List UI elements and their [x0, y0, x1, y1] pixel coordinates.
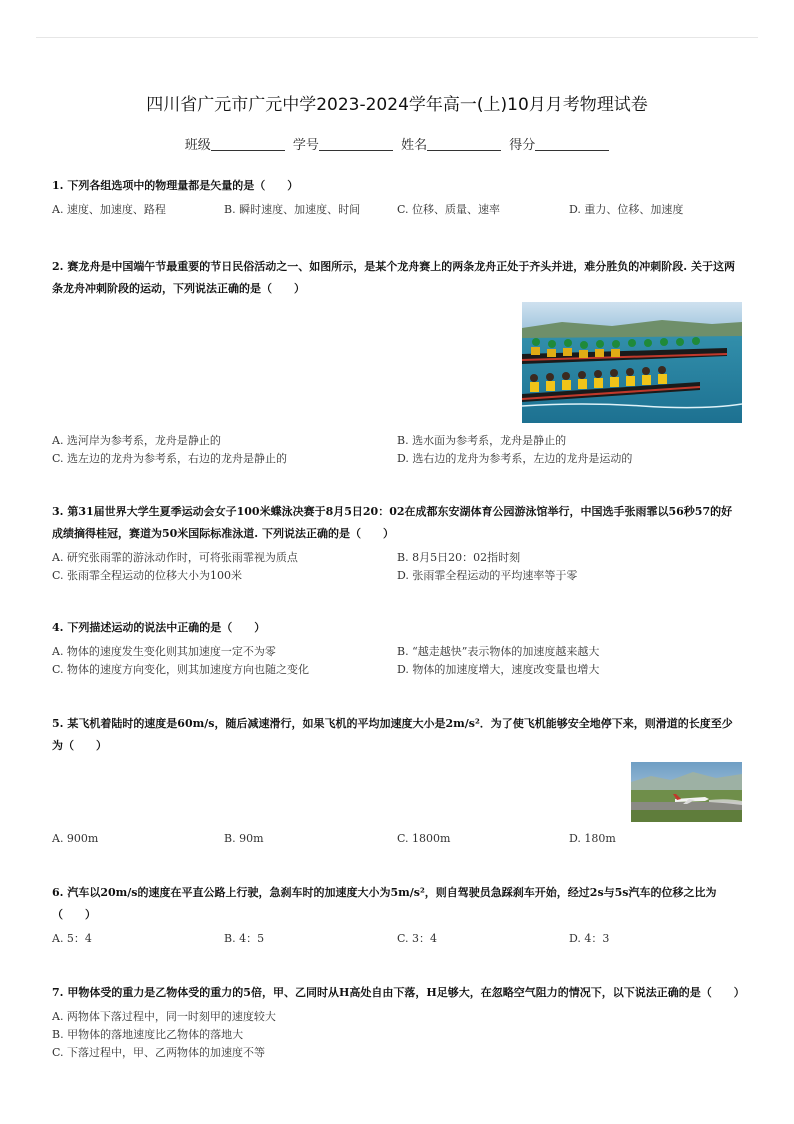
option-d: D. 4：3	[569, 932, 610, 945]
student-id-blank[interactable]	[319, 150, 393, 151]
option-row	[52, 643, 742, 661]
question-stem: 6. 汽车以20m/s的速度在平直公路上行驶，急刹车时的加速度大小为5m/s²，则自驾驶员急踩刹车开始，经过2s与5s汽车的位移之比为（ ）	[52, 886, 717, 921]
class-blank[interactable]	[211, 150, 285, 151]
header-rule	[36, 37, 758, 38]
option-list	[52, 1008, 742, 1062]
student-info-line	[0, 134, 794, 153]
option-b: B. 90m	[224, 832, 264, 845]
class-label: 班级	[184, 138, 211, 153]
option-a: A. 研究张雨霏的游泳动作时，可将张雨霏视为质点	[52, 551, 298, 564]
question-stem: 7. 甲物体受的重力是乙物体受的重力的5倍，甲、乙同时从H高处自由下落，H足够大，在忽略空气阻力的情况下，以下说法正确的是（ ）	[52, 986, 745, 999]
question-2-options	[52, 432, 742, 468]
option-c: C. 物体的速度方向变化，则其加速度方向也随之变化	[52, 663, 310, 676]
name-label: 姓名	[401, 138, 428, 153]
option-row	[52, 432, 742, 450]
option-a: A. 900m	[52, 832, 99, 845]
option-c: C. 选左边的龙舟为参考系，右边的龙舟是静止的	[52, 452, 288, 465]
question-2	[52, 256, 742, 300]
option-row	[52, 832, 742, 848]
option-grid	[52, 643, 742, 679]
dragon-boat-race-image	[522, 302, 742, 423]
option-row	[52, 450, 742, 468]
option-d: D. 180m	[569, 832, 616, 845]
question-stem: 1. 下列各组选项中的物理量都是矢量的是（ ）	[52, 179, 299, 192]
option-row	[52, 549, 742, 567]
option-row	[52, 567, 742, 585]
option-a: A. 速度、加速度、路程	[52, 203, 166, 216]
question-7	[52, 982, 745, 1062]
score-label: 得分	[509, 138, 536, 153]
option-row	[52, 661, 742, 679]
option-a: A. 5：4	[52, 932, 92, 945]
option-b: B. 瞬时速度、加速度、时间	[224, 203, 361, 216]
score-blank[interactable]	[535, 150, 609, 151]
option-d: D. 选右边的龙舟为参考系，左边的龙舟是运动的	[397, 452, 633, 465]
option-c: C. 3：4	[397, 932, 438, 945]
option-a: A. 物体的速度发生变化则其加速度一定不为零	[52, 645, 276, 658]
option-d: D. 物体的加速度增大，速度改变量也增大	[397, 663, 600, 676]
option-b: B. “越走越快”表示物体的加速度越来越大	[397, 645, 600, 658]
option-b: B. 4：5	[224, 932, 265, 945]
option-a: A. 选河岸为参考系，龙舟是静止的	[52, 434, 221, 447]
question-6	[52, 882, 742, 946]
option-grid	[52, 549, 742, 585]
question-5-options	[52, 832, 742, 848]
question-5	[52, 713, 742, 757]
option-c: C. 位移、质量、速率	[397, 203, 501, 216]
question-stem: 5. 某飞机着陆时的速度是60m/s，随后减速滑行，如果飞机的平均加速度大小是2m/s²．为了使飞机能够安全地停下来，则滑道的长度至少为（ ）	[52, 717, 733, 752]
option-a: A. 两物体下落过程中，同一时刻甲的速度较大	[52, 1010, 276, 1023]
option-c: C. 张雨霏全程运动的位移大小为100米	[52, 569, 243, 582]
option-b: B. 甲物体的落地速度比乙物体的落地大	[52, 1028, 244, 1041]
question-3	[52, 501, 742, 585]
question-1	[52, 175, 742, 217]
option-row	[52, 201, 742, 217]
option-c: C. 下落过程中，甲、乙两物体的加速度不等	[52, 1046, 266, 1059]
page-title: 四川省广元市广元中学2023-2024学年高一(上)10月月考物理试卷	[146, 95, 648, 115]
option-b: B. 选水面为参考系，龙舟是静止的	[397, 434, 567, 447]
name-blank[interactable]	[427, 150, 501, 151]
option-d: D. 张雨霏全程运动的平均速率等于零	[397, 569, 578, 582]
option-row	[52, 930, 742, 946]
option-c: C. 1800m	[397, 832, 451, 845]
option-b: B. 8月5日20：02指时刻	[397, 551, 521, 564]
question-stem: 4. 下列描述运动的说法中正确的是（ ）	[52, 621, 266, 634]
option-grid	[52, 432, 742, 468]
airplane-landing-image	[631, 762, 742, 822]
student-id-label: 学号	[292, 138, 319, 153]
question-stem: 2. 赛龙舟是中国端午节最重要的节日民俗活动之一、如图所示，是某个龙舟赛上的两条龙舟正处于齐头并进，难分胜负的冲刺阶段. 关于这两条龙舟冲刺阶段的运动，下列说法正确的是（ ）	[52, 260, 735, 295]
question-4	[52, 617, 742, 679]
option-d: D. 重力、位移、加速度	[569, 203, 684, 216]
question-stem: 3. 第31届世界大学生夏季运动会女子100米蝶泳决赛于8月5日20：02在成都东安湖体育公园游泳馆举行，中国选手张雨霏以56秒57的好成绩摘得桂冠，赛道为50米国际标准泳道. 下列说法正确的是（ ）	[52, 505, 733, 540]
